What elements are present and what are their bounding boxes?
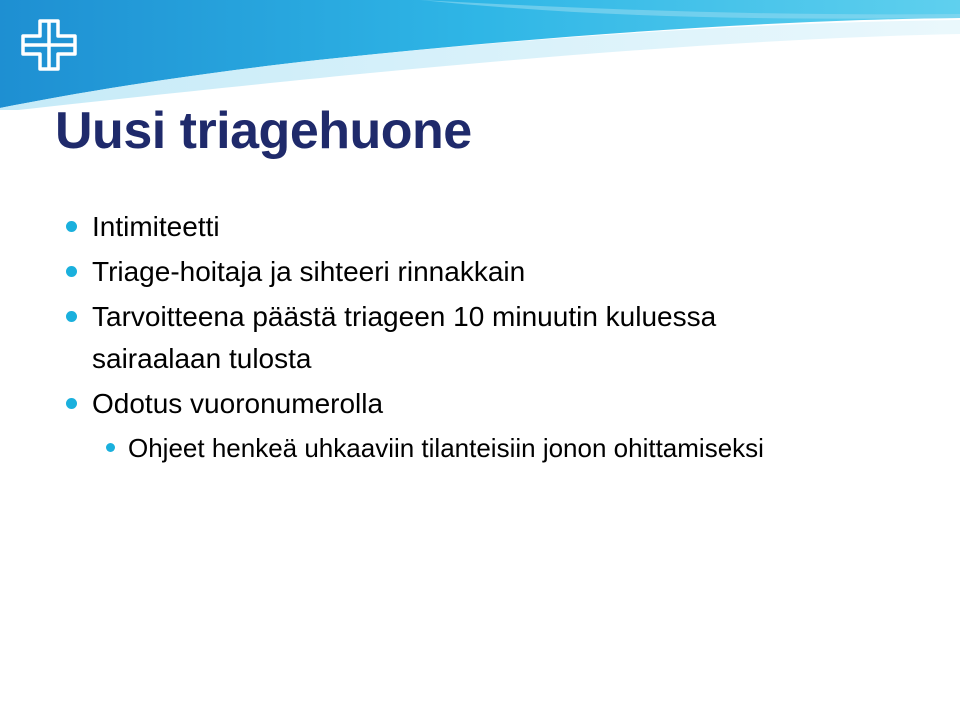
bullet-text: Intimiteetti <box>92 211 220 242</box>
bullet-dot-icon <box>66 221 77 232</box>
bullet-item <box>64 251 924 293</box>
medical-cross-logo-icon <box>20 18 78 72</box>
bullet-dot-icon <box>66 266 77 277</box>
bullet-dot-icon <box>66 398 77 409</box>
slide-title: Uusi triagehuone <box>55 102 472 160</box>
bullet-dot-icon <box>106 443 115 452</box>
sub-bullet-text: Ohjeet henkeä uhkaaviin tilanteisiin jonon ohittamiseksi <box>128 433 764 463</box>
bullet-text: Tarvoitteena päästä triageen 10 minuutin kuluessa sairaalaan tulosta <box>92 301 717 374</box>
sub-bullet-item <box>64 428 924 468</box>
bullet-item <box>64 206 924 248</box>
bullet-dot-icon <box>66 311 77 322</box>
bullet-list <box>64 206 924 468</box>
bullet-text: Odotus vuoronumerolla <box>92 388 384 419</box>
bullet-text: Triage-hoitaja ja sihteeri rinnakkain <box>92 256 526 287</box>
bullet-item <box>64 383 924 425</box>
header-banner <box>0 0 960 110</box>
bullet-item <box>64 296 924 380</box>
